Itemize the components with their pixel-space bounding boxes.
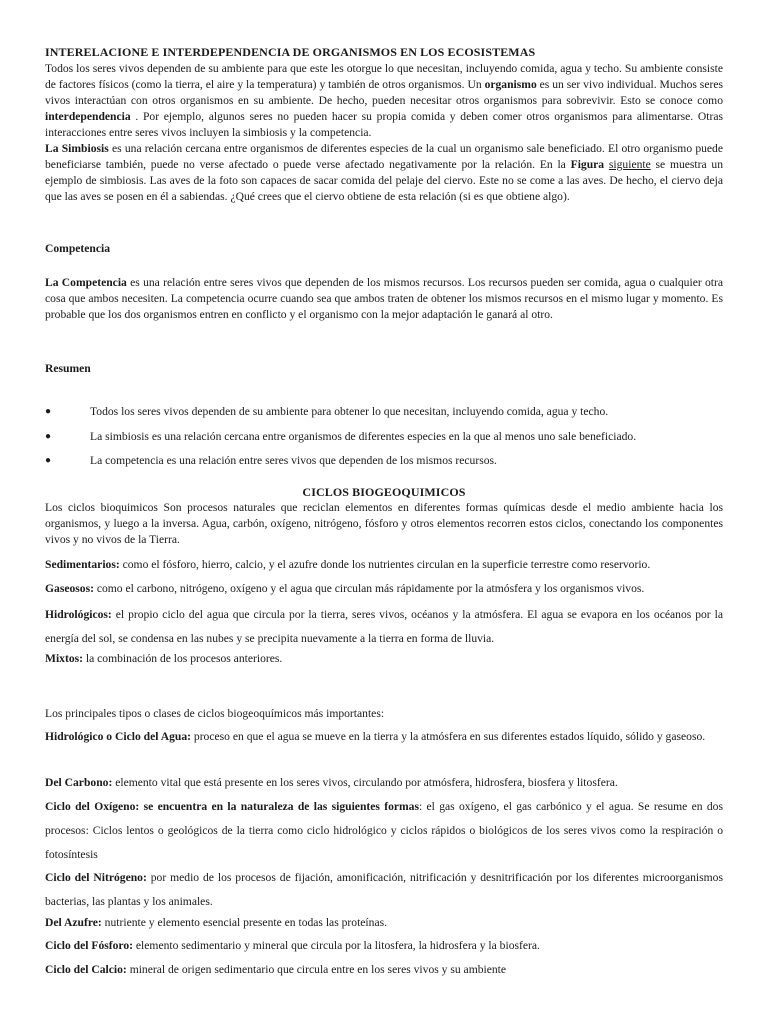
tipo-gaseosos: Gaseosos: como el carbono, nitrógeno, oxígeno y el agua que circulan más rápidamente por la atmósfera y los organismos vivos. <box>45 582 645 595</box>
term-organismo: organismo <box>484 78 537 91</box>
tipo-hidrologicos: Hidrológicos: el propio ciclo del agua que circula por la tierra, seres vivos, océanos y la atmósfera. El agua se evapora en los océanos por la energía del sol, se condensa en las nubes y se precipita nuevamente a la tierra en forma de lluvia. <box>45 608 723 645</box>
ciclos-intro-paragraph: Los ciclos bioquimicos Son procesos naturales que reciclan elementos en diferentes formas químicas desde el medio ambiente hacia los organismos, y luego a la inversa. Agua, carbón, oxígeno, nitrógeno, fósforo y otros elementos recorren estos ciclos, conectando los componentes vivos y no vivos de la Tierra. <box>45 501 723 546</box>
document-title: INTERELACIONE E INTERDEPENDENCIA DE ORGANISMOS EN LOS ECOSISTEMAS <box>45 45 536 59</box>
ciclos-heading: CICLOS BIOGEOQUIMICOS <box>302 485 466 499</box>
bullet-icon: ● <box>45 406 52 417</box>
tipo-mixtos: Mixtos: la combinación de los procesos anteriores. <box>45 652 283 665</box>
list-item: ● Todos los seres vivos dependen de su ambiente para obtener lo que necesitan, incluyendo comida, agua y techo. <box>45 405 609 418</box>
term-interdependencia: interdependencia <box>45 110 131 123</box>
link-siguiente[interactable]: siguiente <box>608 158 651 171</box>
term-competencia: La Competencia <box>45 276 127 289</box>
resumen-heading: Resumen <box>45 362 91 375</box>
principal-carbono: Del Carbono: elemento vital que está presente en los seres vivos, circulando por atmósfera, hidrosfera, biosfera y litosfera. <box>45 776 618 789</box>
list-item: ● La competencia es una relación entre seres vivos que dependen de los mismos recursos. <box>45 454 497 467</box>
competencia-paragraph: La Competencia es una relación entre seres vivos que dependen de los mismos recursos. Los recursos pueden ser comida, agua o cualquier otra cosa que ambos necesiten. La competencia ocurre cuando sea que ambos traten de obtener los mismos recursos en el mismo lugar y momento. Es probable que los dos organismos entren en conflicto y el organismo con la mejor adaptación le ganará al otro. <box>45 276 723 321</box>
term-figura: Figura <box>570 158 605 171</box>
intro-paragraph: Todos los seres vivos dependen de su ambiente para que este les otorgue lo que necesitan, incluyendo comida, agua y techo. Su ambiente consiste de factores físicos (como la tierra, el aire y la temperatura) y también de otros organismos. Un organismo es un ser vivo individual. Muchos seres vivos interactúan con otros organismos en su ambiente. De hecho, pueden necesitar otros organismos para sobrevivir. Esto se conoce como interdependencia . Por ejemplo, algunos seres no pueden hacer su propia comida y deben comer otros organismos para alimentarse. Otras interacciones entre seres vivos incluyen la simbiosis y la competencia. <box>45 62 723 139</box>
principal-calcio: Ciclo del Calcio: mineral de origen sedimentario que circula entre en los seres vivos y su ambiente <box>45 963 507 976</box>
principal-nitrogeno: Ciclo del Nitrógeno: por medio de los procesos de fijación, amonificación, nitrificación y desnitrificación por los diferentes microorganismos bacterias, las plantas y los animales. <box>45 871 723 908</box>
bullet-icon: ● <box>45 455 52 466</box>
principales-intro: Los principales tipos o clases de ciclos biogeoquímicos más importantes: <box>45 707 385 720</box>
tipo-sedimentarios: Sedimentarios: como el fósforo, hierro, calcio, y el azufre donde los nutrientes circulan en la superficie terrestre como reservorio. <box>45 558 651 571</box>
term-simbiosis: La Simbiosis <box>45 142 109 155</box>
principal-agua: Hidrológico o Ciclo del Agua: proceso en que el agua se mueve en la tierra y la atmósfera en sus diferentes estados líquido, sólido y gaseoso. <box>45 730 706 743</box>
list-item: ● La simbiosis es una relación cercana entre organismos de diferentes especies en la que al menos uno sale beneficiado. <box>45 430 637 443</box>
principal-fosforo: Ciclo del Fósforo: elemento sedimentario y mineral que circula por la litosfera, la hidrosfera y la biosfera. <box>45 939 540 952</box>
principal-oxigeno: Ciclo del Oxígeno: se encuentra en la naturaleza de las siguientes formas: el gas oxígeno, el gas carbónico y el agua. Se resume en dos procesos: Ciclos lentos o geológicos de la tierra como ciclo hidrológico y ciclos rápidos o biológicos de los seres vivos como la respiración o fotosíntesis <box>45 800 723 861</box>
principal-azufre: Del Azufre: nutriente y elemento esencial presente en todas las proteínas. <box>45 916 388 929</box>
bullet-icon: ● <box>45 431 52 442</box>
competencia-heading: Competencia <box>45 242 111 255</box>
simbiosis-paragraph: La Simbiosis es una relación cercana entre organismos de diferentes especies de la cual un organismo sale beneficiado. El otro organismo puede beneficiarse también, puede no verse afectado o puede verse afectado negativamente por la relación. En la Figura siguiente se muestra un ejemplo de simbiosis. Las aves de la foto son capaces de sacar comida del pelaje del ciervo. Este no se come a las aves. De hecho, el ciervo deja que las aves se posen en él a sabiendas. ¿Qué crees que el ciervo obtiene de esta relación (si es que obtiene algo). <box>45 142 724 203</box>
